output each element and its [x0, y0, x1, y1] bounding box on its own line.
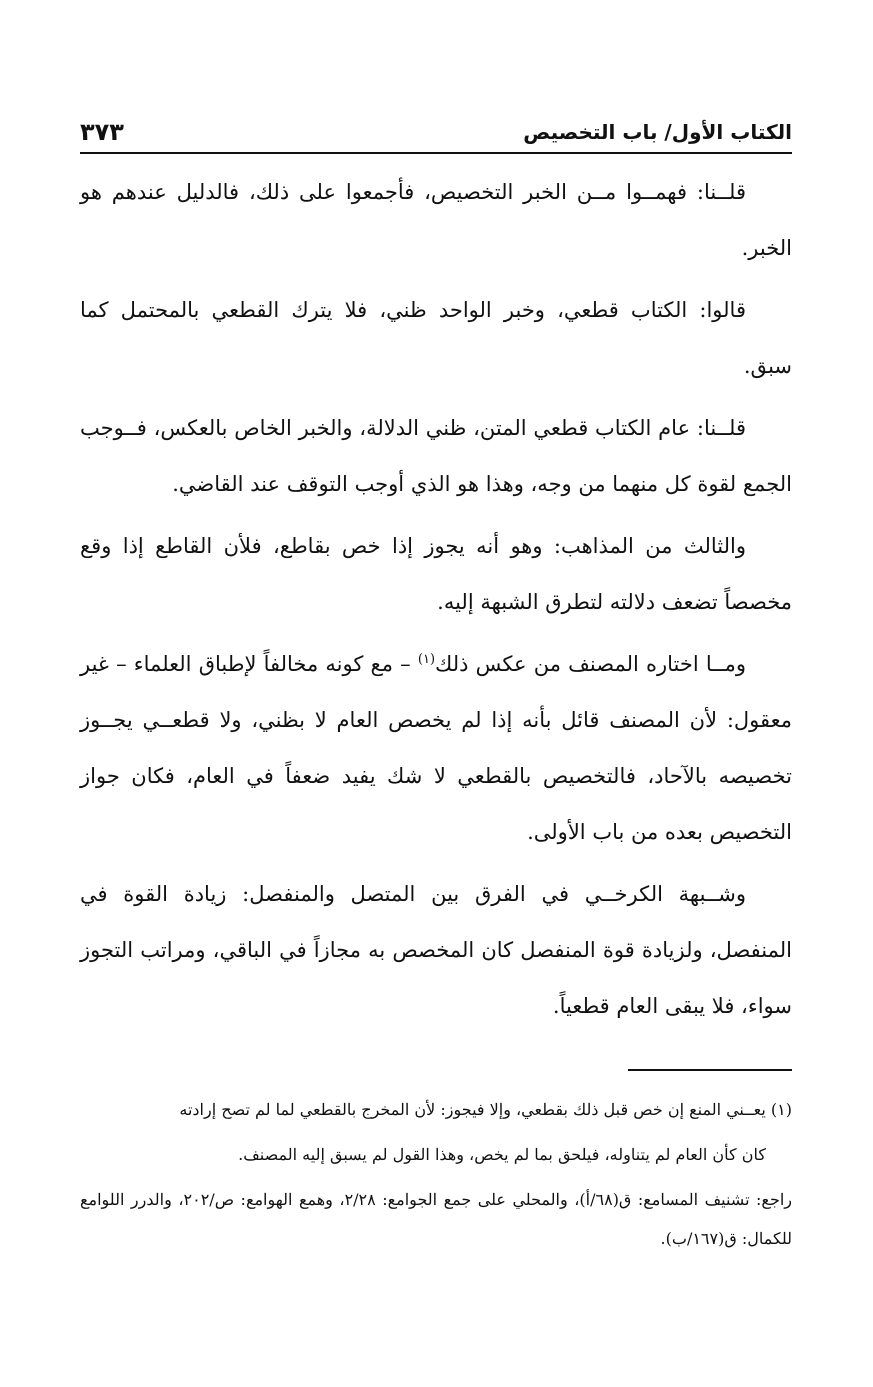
paragraph-3: قلــنا: عام الكتاب قطعي المتن، ظني الدلالة، والخبر الخاص بالعكس، فــوجب الجمع لقوة كل منهما من وجه، وهذا هو الذي أوجب التوقف عند القاضي. — [80, 416, 792, 496]
footnote-reference[interactable]: (١) — [417, 652, 436, 667]
running-header — [80, 112, 792, 152]
footnote-references: راجع: تشنيف المسامع: ق(٦٨/أ)، والمحلي على جمع الجوامع: ٢/٢٨، وهمع الهوامع: ص/٢٠٢، والدرر اللوامع للكمال: ق(١٦٧/ب). — [80, 1190, 793, 1248]
footnote-1 — [80, 1090, 792, 1129]
paragraph-5 — [80, 636, 792, 860]
paragraph-2: قالوا: الكتاب قطعي، وخبر الواحد ظني، فلا يترك القطعي بالمحتمل كما سبق. — [80, 298, 792, 378]
footnotes — [80, 1090, 792, 1264]
paragraph-1: قلــنا: فهمــوا مــن الخبر التخصيص، فأجمعوا على ذلك، فالدليل عندهم هو الخبر. — [80, 180, 792, 260]
footnote-1-continuation: كان كأن العام لم يتناوله، فيلحق بما لم يخص، وهذا القول لم يسبق إليه المصنف. — [238, 1145, 766, 1164]
footnote-separator — [628, 1069, 792, 1071]
chapter-title: الكتاب الأول/ باب التخصيص — [523, 120, 792, 144]
page-number: ٣٧٣ — [80, 118, 124, 146]
paragraph-4: والثالث من المذاهب: وهو أنه يجوز إذا خص بقاطع، فلأن القاطع إذا وقع مخصصاً تضعف دلالته لتطرق الشبهة إليه. — [80, 534, 792, 614]
footnote-1-text: يعــني المنع إن خص قبل ذلك بقطعي، وإلا فيجوز: لأن المخرج بالقطعي لما لم تصح إرادته — [179, 1100, 766, 1119]
paragraph-5-rest: – مع كونه مخالفاً لإطباق العلماء – غير معقول: لأن المصنف قائل بأنه إذا لم يخصص العام لا بظني، ولا قطعــي يجــوز تخصيصه بالآحاد، فالتخصيص بالقطعي لا شك يفيد ضعفاً في العام، فكان جواز التخصيص بعده من باب الأولى. — [80, 652, 792, 844]
paragraph-5-start: ومــا اختاره المصنف من عكس ذلك — [435, 652, 746, 676]
footnote-marker: (١) — [770, 1100, 792, 1119]
paragraph-6: وشــبهة الكرخــي في الفرق بين المتصل والمنفصل: زيادة القوة في المنفصل، ولزيادة قوة المنفصل كان المخصص به مجازاً في الباقي، ومراتب التجوز سواء، فلا يبقى العام قطعياً. — [80, 882, 792, 1018]
header-rule — [80, 152, 792, 154]
main-text — [80, 164, 792, 1040]
